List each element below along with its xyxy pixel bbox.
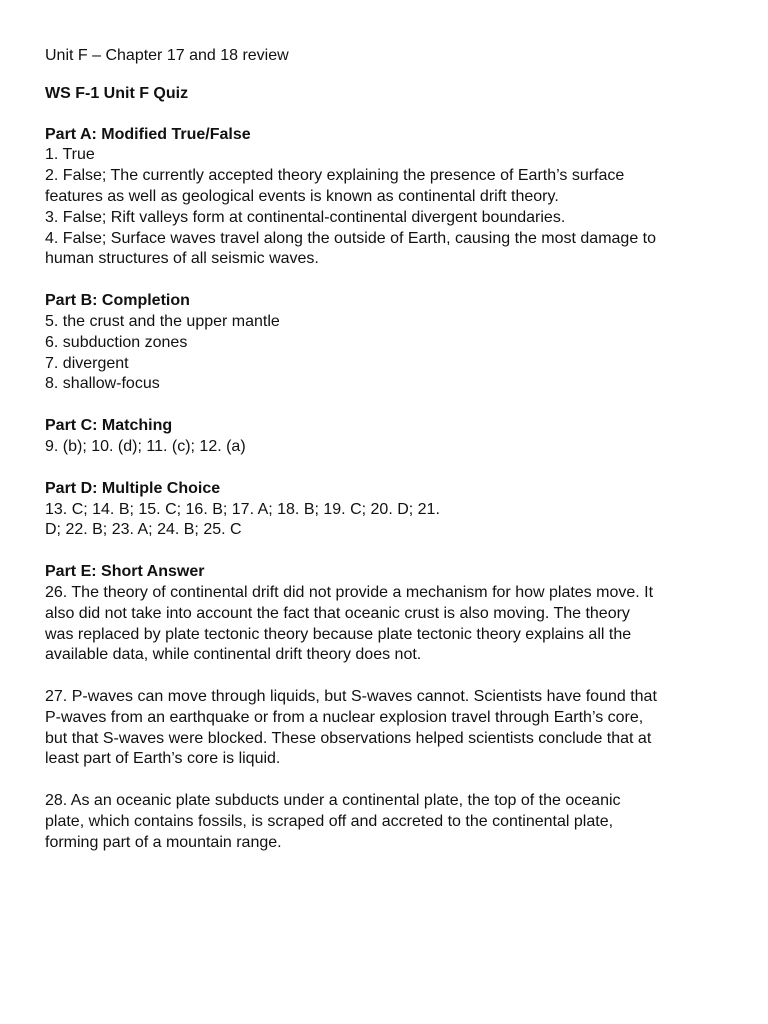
section-part-d <box>45 479 735 541</box>
answer-line: human structures of all seismic waves. <box>45 250 319 268</box>
answer-line: 28. As an oceanic plate subducts under a continental plate, the top of the oceanic <box>45 791 621 809</box>
answer-line: 8. shallow-focus <box>45 375 160 393</box>
answer-line: available data, while continental drift theory does not. <box>45 646 422 664</box>
document-page <box>45 46 735 874</box>
section-title: Part B: Completion <box>45 292 190 310</box>
answer-line: features as well as geological events is known as continental drift theory. <box>45 187 559 205</box>
answer-line: 26. The theory of continental drift did not provide a mechanism for how plates move. It <box>45 583 654 601</box>
section-part-c <box>45 416 735 458</box>
section-title: Part A: Modified True/False <box>45 125 251 143</box>
answer-line: 6. subduction zones <box>45 333 188 351</box>
section-title: Part E: Short Answer <box>45 563 205 581</box>
answer-line: also did not take into account the fact that oceanic crust is also moving. The theory <box>45 604 630 622</box>
answer-line: plate, which contains fossils, is scraped off and accreted to the continental plate, <box>45 812 614 830</box>
short-answer-28 <box>45 791 735 853</box>
section-part-a <box>45 125 735 271</box>
answer-line: was replaced by plate tectonic theory because plate tectonic theory explains all the <box>45 625 632 643</box>
answer-line: 9. (b); 10. (d); 11. (c); 12. (a) <box>45 437 246 455</box>
answer-line: 27. P-waves can move through liquids, but S-waves cannot. Scientists have found that <box>45 687 657 705</box>
answer-line: 2. False; The currently accepted theory explaining the presence of Earth’s surface <box>45 167 625 185</box>
answer-line: 4. False; Surface waves travel along the outside of Earth, causing the most damage to <box>45 229 657 247</box>
answer-line: 1. True <box>45 146 95 164</box>
answer-line: 3. False; Rift valleys form at continental-continental divergent boundaries. <box>45 208 566 226</box>
short-answer-27 <box>45 687 735 770</box>
document-title: Unit F – Chapter 17 and 18 review <box>45 47 289 64</box>
quiz-title: WS F-1 Unit F Quiz <box>45 84 189 102</box>
short-answer-26 <box>45 583 735 666</box>
answer-line: least part of Earth’s core is liquid. <box>45 750 281 768</box>
answer-line: 13. C; 14. B; 15. C; 16. B; 17. A; 18. B; 19. C; 20. D; 21. <box>45 500 440 518</box>
section-part-e <box>45 562 735 853</box>
section-title: Part C: Matching <box>45 417 173 435</box>
answer-line: P-waves from an earthquake or from a nuclear explosion travel through Earth’s core, <box>45 708 644 726</box>
answer-line: D; 22. B; 23. A; 24. B; 25. C <box>45 521 242 539</box>
answer-line: 7. divergent <box>45 354 129 372</box>
section-part-b <box>45 291 735 395</box>
answer-line: forming part of a mountain range. <box>45 833 282 851</box>
answer-line: 5. the crust and the upper mantle <box>45 312 280 330</box>
section-title: Part D: Multiple Choice <box>45 479 221 497</box>
answer-line: but that S-waves were blocked. These observations helped scientists conclude that at <box>45 729 652 747</box>
